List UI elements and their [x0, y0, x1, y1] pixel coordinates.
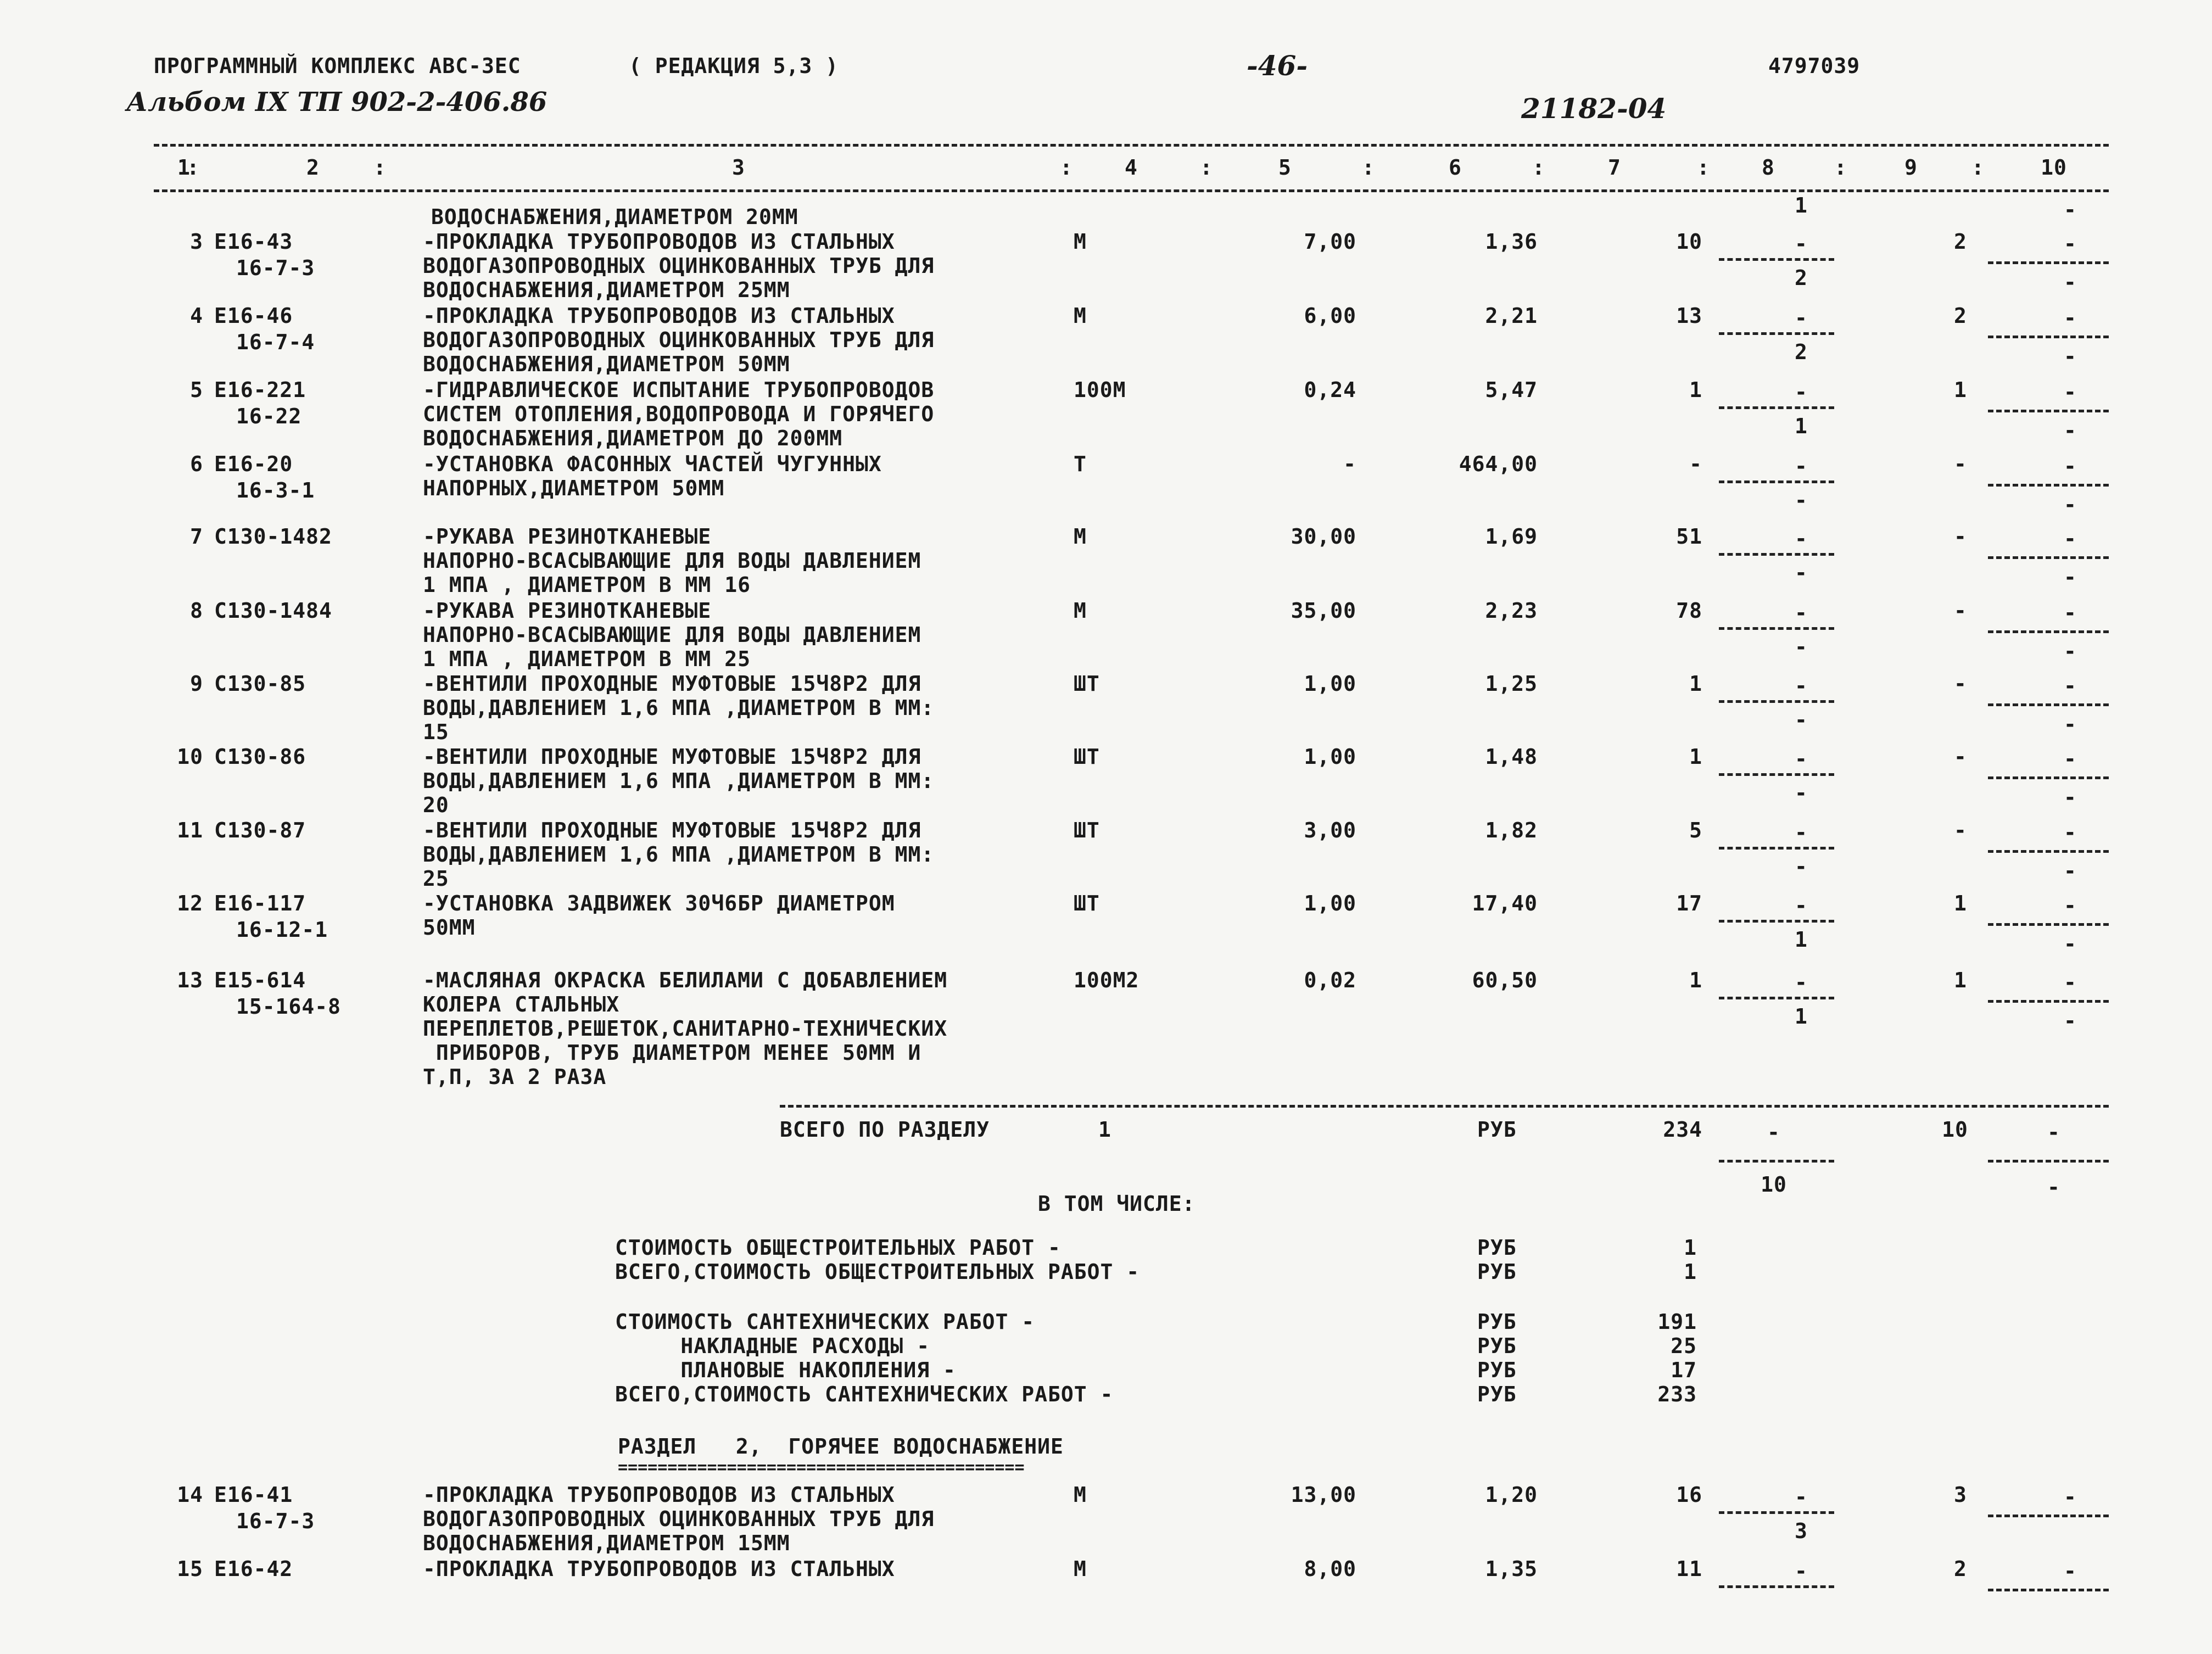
row-description-line: КОЛЕРА СТАЛЬНЫХ	[423, 992, 620, 1016]
summary-value: 1	[1684, 1260, 1697, 1284]
row-description-line: -РУКАВА РЕЗИНОТКАНЕВЫЕ	[423, 599, 712, 623]
row-c8: -	[1795, 970, 1808, 994]
row-unit-price: 464,00	[1459, 452, 1538, 476]
row-number: 12	[177, 891, 203, 915]
row-description-line: Т,П, ЗА 2 РАЗА	[423, 1065, 607, 1089]
row-code-secondary: 16-7-3	[236, 256, 315, 280]
row-number: 13	[177, 968, 203, 992]
row-c8-bottom: -	[1795, 561, 1808, 585]
row-c8-rule	[1719, 847, 1834, 850]
row-c8-bottom: 1	[1795, 927, 1808, 952]
row-code-secondary: 16-7-3	[236, 1509, 315, 1533]
row-description-line: -ПРОКЛАДКА ТРУБОПРОВОДОВ ИЗ СТАЛЬНЫХ	[423, 304, 895, 328]
row-c8-rule	[1719, 773, 1834, 776]
row-unit-price: 1,69	[1485, 524, 1538, 549]
row-c10-rule	[1988, 1589, 2109, 1591]
row-description-line: ПЕРЕПЛЕТОВ,РЕШЕТОК,САНИТАРНО-ТЕХНИЧЕСКИХ	[423, 1016, 948, 1041]
row-description-line: -ВЕНТИЛИ ПРОХОДНЫЕ МУФТОВЫЕ 15Ч8Р2 ДЛЯ	[423, 672, 921, 696]
row-c10-rule	[1988, 410, 2109, 412]
row-c9: 1	[1954, 378, 1967, 402]
row-c10: -	[2064, 970, 2077, 994]
column-separator: :	[1971, 155, 1985, 180]
column-header-5: 5	[1278, 155, 1292, 180]
row-c10-bottom: -	[2064, 859, 2077, 883]
row-description-line: СИСТЕМ ОТОПЛЕНИЯ,ВОДОПРОВОДА И ГОРЯЧЕГО	[423, 402, 935, 426]
column-separator: :	[1532, 155, 1545, 180]
summary-unit: РУБ	[1477, 1236, 1517, 1260]
row-c9: -	[1954, 672, 1967, 696]
row-code: Е16-43	[214, 230, 293, 254]
row-description-line: -РУКАВА РЕЗИНОТКАНЕВЫЕ	[423, 524, 712, 549]
row-c8: -	[1795, 747, 1808, 771]
row-description-line: ВОДЫ,ДАВЛЕНИЕМ 1,6 МПА ,ДИАМЕТРОМ В ММ:	[423, 696, 935, 720]
row-c10: -	[2064, 1559, 2077, 1583]
row-number: 6	[190, 452, 203, 476]
row-total: 16	[1676, 1483, 1702, 1507]
summary-label: ВСЕГО,СТОИМОСТЬ САНТЕХНИЧЕСКИХ РАБОТ -	[615, 1382, 1114, 1406]
row-c8: -	[1795, 527, 1808, 551]
row-unit-price: 1,48	[1485, 745, 1538, 769]
row-c10-bottom: -	[2064, 712, 2077, 736]
column-header-2: 2	[306, 155, 320, 180]
section-total-value: 234	[1663, 1117, 1702, 1142]
section-total-rule	[780, 1105, 2109, 1108]
row-number: 5	[190, 378, 203, 402]
row-c8-bottom: 3	[1795, 1519, 1808, 1543]
row-number: 9	[190, 672, 203, 696]
row-c10-bottom: -	[2064, 565, 2077, 589]
row-c10: -	[2064, 232, 2077, 256]
section-total-c8-rule	[1719, 1160, 1834, 1163]
document-number: 21182-04	[1521, 92, 1667, 125]
header-rule-top	[154, 144, 2109, 147]
row-quantity: 0,02	[1304, 968, 1356, 992]
section-total-c10: -	[2047, 1120, 2060, 1144]
row-code-secondary: 15-164-8	[236, 994, 342, 1019]
row-quantity: 7,00	[1304, 230, 1356, 254]
row-c8-bottom: -	[1795, 854, 1808, 879]
continuation-text: ВОДОСНАБЖЕНИЯ,ДИАМЕТРОМ 20ММ	[431, 205, 798, 229]
column-separator: :	[373, 155, 387, 180]
column-header-4: 4	[1125, 155, 1138, 180]
row-quantity: 8,00	[1304, 1557, 1356, 1581]
row-c10-rule	[1988, 484, 2109, 487]
edition-label: ( РЕДАКЦИЯ 5,3 )	[629, 54, 839, 78]
section-total-label: ВСЕГО ПО РАЗДЕЛУ	[780, 1117, 990, 1142]
row-description-line: 1 МПА , ДИАМЕТРОМ В ММ 16	[423, 573, 751, 597]
row-unit: ШТ	[1074, 745, 1100, 769]
column-separator: :	[1697, 155, 1710, 180]
row-code: С130-87	[214, 818, 306, 842]
column-separator: :	[187, 155, 200, 180]
summary-value: 1	[1684, 1236, 1697, 1260]
row-number: 4	[190, 304, 203, 328]
row-unit: ШТ	[1074, 891, 1100, 915]
row-description-line: -ПРОКЛАДКА ТРУБОПРОВОДОВ ИЗ СТАЛЬНЫХ	[423, 1557, 895, 1581]
row-c10-rule	[1988, 1000, 2109, 1003]
row-c8-bottom: 1	[1795, 1004, 1808, 1029]
summary-label: ВСЕГО,СТОИМОСТЬ ОБЩЕСТРОИТЕЛЬНЫХ РАБОТ -	[615, 1260, 1140, 1284]
row-number: 10	[177, 745, 203, 769]
row-c10: -	[2064, 454, 2077, 478]
row-c8-rule	[1719, 920, 1834, 923]
row-c8: -	[1795, 306, 1808, 330]
summary-value: 17	[1671, 1358, 1697, 1382]
program-name: ПРОГРАММНЫЙ КОМПЛЕКС АВС-ЗЕС	[154, 54, 521, 78]
row-description-line: -УСТАНОВКА ФАСОННЫХ ЧАСТЕЙ ЧУГУННЫХ	[423, 452, 882, 476]
section2-rule: =========================================	[618, 1461, 1025, 1475]
row-code: С130-1484	[214, 599, 332, 623]
row-unit: ШТ	[1074, 672, 1100, 696]
row-c9: -	[1954, 524, 1967, 549]
row-description-line: -МАСЛЯНАЯ ОКРАСКА БЕЛИЛАМИ С ДОБАВЛЕНИЕМ	[423, 968, 948, 992]
row-unit-price: 2,21	[1485, 304, 1538, 328]
row-c9: -	[1954, 452, 1967, 476]
row-total: -	[1689, 452, 1702, 476]
row-c10-bottom: -	[2064, 1009, 2077, 1033]
row-total: 5	[1689, 818, 1702, 842]
column-header-3: 3	[732, 155, 745, 180]
row-c10-top: -	[2064, 198, 2077, 222]
row-quantity: 35,00	[1291, 599, 1356, 623]
row-unit-price: 1,35	[1485, 1557, 1538, 1581]
row-description-line: НАПОРНЫХ,ДИАМЕТРОМ 50ММ	[423, 476, 725, 500]
row-total: 51	[1676, 524, 1702, 549]
row-code: С130-1482	[214, 524, 332, 549]
row-c8-rule	[1719, 997, 1834, 999]
row-description-line: 20	[423, 793, 449, 817]
section-total-number: 1	[1098, 1117, 1111, 1142]
row-unit-price: 1,82	[1485, 818, 1538, 842]
row-c8-top: 1	[1795, 193, 1808, 217]
row-c8-bottom: 2	[1795, 340, 1808, 364]
summary-unit: РУБ	[1477, 1382, 1517, 1406]
row-c8-rule	[1719, 1585, 1834, 1588]
row-description-line: ВОДОГАЗОПРОВОДНЫХ ОЦИНКОВАННЫХ ТРУБ ДЛЯ	[423, 254, 935, 278]
column-separator: :	[1060, 155, 1073, 180]
row-c10: -	[2064, 527, 2077, 551]
row-quantity: 0,24	[1304, 378, 1356, 402]
row-c10-bottom: -	[2064, 932, 2077, 956]
row-c10-bottom: -	[2064, 785, 2077, 809]
row-c8: -	[1795, 1485, 1808, 1509]
row-unit: М	[1074, 524, 1087, 549]
row-description-line: ВОДЫ,ДАВЛЕНИЕМ 1,6 МПА ,ДИАМЕТРОМ В ММ:	[423, 769, 935, 793]
section-total-c8-bottom: 10	[1761, 1172, 1787, 1197]
row-description-line: ВОДОСНАБЖЕНИЯ,ДИАМЕТРОМ ДО 200ММ	[423, 426, 843, 450]
column-header-7: 7	[1608, 155, 1621, 180]
summary-unit: РУБ	[1477, 1310, 1517, 1334]
row-unit-price: 1,25	[1485, 672, 1538, 696]
row-c8: -	[1795, 232, 1808, 256]
row-c9: -	[1954, 599, 1967, 623]
row-quantity: 1,00	[1304, 672, 1356, 696]
row-c10-rule	[1988, 1515, 2109, 1517]
row-description-line: -ВЕНТИЛИ ПРОХОДНЫЕ МУФТОВЫЕ 15Ч8Р2 ДЛЯ	[423, 818, 921, 842]
row-c10-rule	[1988, 776, 2109, 779]
column-header-10: 10	[2041, 155, 2067, 180]
column-separator: :	[1200, 155, 1213, 180]
row-unit: М	[1074, 1557, 1087, 1581]
row-code: С130-86	[214, 745, 306, 769]
row-c9: 2	[1954, 304, 1967, 328]
row-description-line: ВОДОГАЗОПРОВОДНЫХ ОЦИНКОВАННЫХ ТРУБ ДЛЯ	[423, 328, 935, 352]
row-unit-price: 1,20	[1485, 1483, 1538, 1507]
row-code-secondary: 16-7-4	[236, 330, 315, 354]
row-c10-rule	[1988, 923, 2109, 926]
row-c10-bottom: -	[2064, 639, 2077, 663]
row-description-line: ВОДОСНАБЖЕНИЯ,ДИАМЕТРОМ 50ММ	[423, 352, 790, 376]
row-code: Е16-42	[214, 1557, 293, 1581]
column-header-6: 6	[1449, 155, 1462, 180]
column-separator: :	[1362, 155, 1375, 180]
row-c10-bottom: -	[2064, 270, 2077, 294]
row-description-line: 15	[423, 720, 449, 744]
row-c10: -	[2064, 747, 2077, 771]
row-c8-bottom: -	[1795, 708, 1808, 732]
row-description-line: ВОДОСНАБЖЕНИЯ,ДИАМЕТРОМ 25ММ	[423, 278, 790, 302]
row-description-line: 50ММ	[423, 915, 476, 940]
row-c10-rule	[1988, 261, 2109, 264]
summary-unit: РУБ	[1477, 1358, 1517, 1382]
row-unit-price: 2,23	[1485, 599, 1538, 623]
section-total-c10-rule	[1988, 1160, 2109, 1163]
row-c10-bottom: -	[2064, 493, 2077, 517]
row-description-line: -УСТАНОВКА ЗАДВИЖЕК 30Ч6БР ДИАМЕТРОМ	[423, 891, 895, 915]
row-total: 11	[1676, 1557, 1702, 1581]
row-unit-price: 60,50	[1472, 968, 1538, 992]
row-c10: -	[2064, 893, 2077, 918]
row-unit: 100М2	[1074, 968, 1139, 992]
row-quantity: 6,00	[1304, 304, 1356, 328]
row-c8: -	[1795, 820, 1808, 845]
row-number: 14	[177, 1483, 203, 1507]
row-code: С130-85	[214, 672, 306, 696]
row-c8-bottom: -	[1795, 488, 1808, 512]
row-c8: -	[1795, 1559, 1808, 1583]
row-quantity: -	[1343, 452, 1356, 476]
row-c8: -	[1795, 893, 1808, 918]
row-description-line: ПРИБОРОВ, ТРУБ ДИАМЕТРОМ МЕНЕЕ 50ММ И	[423, 1041, 921, 1065]
row-c8: -	[1795, 674, 1808, 698]
row-unit: М	[1074, 230, 1087, 254]
row-total: 10	[1676, 230, 1702, 254]
row-total: 1	[1689, 672, 1702, 696]
section-total-c9: 10	[1942, 1117, 1968, 1142]
summary-value: 191	[1657, 1310, 1697, 1334]
row-description-line: ВОДОГАЗОПРОВОДНЫХ ОЦИНКОВАННЫХ ТРУБ ДЛЯ	[423, 1507, 935, 1531]
section2-title: РАЗДЕЛ 2, ГОРЯЧЕЕ ВОДОСНАБЖЕНИЕ	[618, 1434, 1064, 1459]
row-c9: 2	[1954, 1557, 1967, 1581]
row-quantity: 30,00	[1291, 524, 1356, 549]
row-description-line: 25	[423, 867, 449, 891]
row-code: Е16-20	[214, 452, 293, 476]
row-c10-rule	[1988, 556, 2109, 559]
row-c9: 2	[1954, 230, 1967, 254]
row-c10: -	[2064, 820, 2077, 845]
row-code: Е15-614	[214, 968, 306, 992]
row-description-line: -ВЕНТИЛИ ПРОХОДНЫЕ МУФТОВЫЕ 15Ч8Р2 ДЛЯ	[423, 745, 921, 769]
row-description-line: ВОДЫ,ДАВЛЕНИЕМ 1,6 МПА ,ДИАМЕТРОМ В ММ:	[423, 842, 935, 867]
summary-value: 25	[1671, 1334, 1697, 1358]
row-total: 1	[1689, 378, 1702, 402]
row-quantity: 13,00	[1291, 1483, 1356, 1507]
row-unit: ШТ	[1074, 818, 1100, 842]
row-description-line: -ПРОКЛАДКА ТРУБОПРОВОДОВ ИЗ СТАЛЬНЫХ	[423, 230, 895, 254]
row-quantity: 1,00	[1304, 745, 1356, 769]
row-c8-bottom: -	[1795, 635, 1808, 659]
row-c9: 1	[1954, 891, 1967, 915]
row-code-secondary: 16-22	[236, 404, 302, 428]
row-number: 7	[190, 524, 203, 549]
row-unit: М	[1074, 1483, 1087, 1507]
summary-label: НАКЛАДНЫЕ РАСХОДЫ -	[615, 1334, 930, 1358]
header-rule-bottom	[154, 189, 2109, 192]
row-description-line: НАПОРНО-ВСАСЫВАЮЩИЕ ДЛЯ ВОДЫ ДАВЛЕНИЕМ	[423, 623, 921, 647]
row-c8-rule	[1719, 553, 1834, 556]
row-c8-rule	[1719, 700, 1834, 703]
row-c8-rule	[1719, 480, 1834, 483]
row-number: 15	[177, 1557, 203, 1581]
row-unit-price: 5,47	[1485, 378, 1538, 402]
including-label: В ТОМ ЧИСЛЕ:	[1038, 1192, 1196, 1216]
row-c10-bottom: -	[2064, 344, 2077, 368]
column-header-9: 9	[1904, 155, 1918, 180]
column-header-8: 8	[1762, 155, 1775, 180]
row-c8-rule	[1719, 332, 1834, 335]
row-total: 13	[1676, 304, 1702, 328]
row-total: 1	[1689, 745, 1702, 769]
row-unit-price: 1,36	[1485, 230, 1538, 254]
column-separator: :	[1834, 155, 1847, 180]
summary-unit: РУБ	[1477, 1260, 1517, 1284]
row-description-line: НАПОРНО-ВСАСЫВАЮЩИЕ ДЛЯ ВОДЫ ДАВЛЕНИЕМ	[423, 549, 921, 573]
row-c8-rule	[1719, 258, 1834, 261]
section-total-c8: -	[1767, 1120, 1780, 1144]
row-unit: М	[1074, 599, 1087, 623]
row-quantity: 3,00	[1304, 818, 1356, 842]
album-label: Альбом IX ТП 902-2-406.86	[126, 87, 548, 118]
row-c8-bottom: 1	[1795, 414, 1808, 438]
row-c8-bottom: -	[1795, 781, 1808, 805]
row-code: Е16-41	[214, 1483, 293, 1507]
row-description-line: -ПРОКЛАДКА ТРУБОПРОВОДОВ ИЗ СТАЛЬНЫХ	[423, 1483, 895, 1507]
row-description-line: -ГИДРАВЛИЧЕСКОЕ ИСПЫТАНИЕ ТРУБОПРОВОДОВ	[423, 378, 935, 402]
row-number: 11	[177, 818, 203, 842]
row-c9: 3	[1954, 1483, 1967, 1507]
row-c9: -	[1954, 745, 1967, 769]
row-unit-price: 17,40	[1472, 891, 1538, 915]
row-code: Е16-46	[214, 304, 293, 328]
section-total-c10-bottom: -	[2047, 1175, 2060, 1199]
row-c10-rule	[1988, 703, 2109, 706]
row-c8-bottom: 2	[1795, 266, 1808, 290]
row-description-line: 1 МПА , ДИАМЕТРОМ В ММ 25	[423, 647, 751, 671]
row-c10-rule	[1988, 630, 2109, 633]
row-total: 1	[1689, 968, 1702, 992]
row-c8-rule	[1719, 627, 1834, 630]
row-unit: М	[1074, 304, 1087, 328]
row-c10: -	[2064, 601, 2077, 625]
row-c10: -	[2064, 674, 2077, 698]
row-c10-bottom: -	[2064, 418, 2077, 443]
row-c9: 1	[1954, 968, 1967, 992]
row-c10: -	[2064, 380, 2077, 404]
row-code: Е16-117	[214, 891, 306, 915]
row-number: 8	[190, 599, 203, 623]
row-unit: Т	[1074, 452, 1087, 476]
row-total: 17	[1676, 891, 1702, 915]
row-c8-rule	[1719, 1511, 1834, 1514]
row-code-secondary: 16-12-1	[236, 918, 328, 942]
program-code: 4797039	[1768, 54, 1861, 78]
summary-unit: РУБ	[1477, 1334, 1517, 1358]
section-total-unit: РУБ	[1477, 1117, 1517, 1142]
row-c10-rule	[1988, 336, 2109, 338]
row-code-secondary: 16-3-1	[236, 478, 315, 502]
summary-label: СТОИМОСТЬ ОБЩЕСТРОИТЕЛЬНЫХ РАБОТ -	[615, 1236, 1061, 1260]
row-number: 3	[190, 230, 203, 254]
row-code: Е16-221	[214, 378, 306, 402]
row-c8: -	[1795, 601, 1808, 625]
row-c8: -	[1795, 380, 1808, 404]
column-header-1: 1	[177, 155, 191, 180]
row-c8: -	[1795, 454, 1808, 478]
summary-label: ПЛАНОВЫЕ НАКОПЛЕНИЯ -	[615, 1358, 956, 1382]
page-number: -46-	[1247, 49, 1308, 82]
row-unit: 100М	[1074, 378, 1126, 402]
summary-label: СТОИМОСТЬ САНТЕХНИЧЕСКИХ РАБОТ -	[615, 1310, 1035, 1334]
row-description-line: ВОДОСНАБЖЕНИЯ,ДИАМЕТРОМ 15ММ	[423, 1531, 790, 1555]
row-c10: -	[2064, 1485, 2077, 1509]
row-quantity: 1,00	[1304, 891, 1356, 915]
row-c10-rule	[1988, 850, 2109, 853]
summary-value: 233	[1657, 1382, 1697, 1406]
row-c8-rule	[1719, 406, 1834, 409]
row-c9: -	[1954, 818, 1967, 842]
row-total: 78	[1676, 599, 1702, 623]
row-c10: -	[2064, 306, 2077, 330]
